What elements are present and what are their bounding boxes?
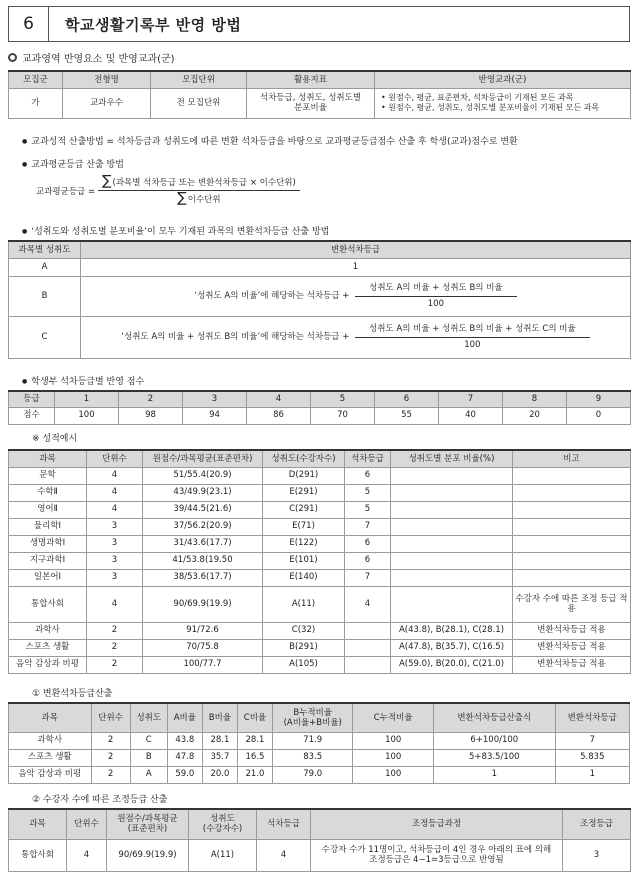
conv-title: ① 변환석차등급산출: [32, 689, 113, 699]
table-row: 영어Ⅱ 4 39/44.5(21.6) C(291) 5: [9, 501, 631, 518]
table-row: 음악 감상과 비평 2 100/77.7 A(105) A(59.0), B(20.0), C(21.0) 변환석차등급 적용: [9, 656, 631, 673]
adj-title: ② 수강자 수에 따른 조정등급 산출: [32, 795, 168, 805]
grade-cell: 8: [503, 391, 567, 407]
bullet-dot-icon: •: [381, 103, 389, 112]
cell-level-c: C: [9, 316, 81, 358]
score-cell: 20: [503, 407, 567, 424]
cell-subjects: • 원점수, 평균, 표준편차, 석차등급이 기재된 모든 과목 • 원점수, 평균, 성취도, 성취도별 분포비율이 기재된 모든 과목: [375, 88, 631, 118]
section-title: 교과영역 반영요소 및 반영교과(군): [8, 50, 175, 65]
grade-cell: 5: [311, 391, 375, 407]
example-title: ※ 성적예시: [32, 434, 78, 444]
score-cell: 98: [119, 407, 183, 424]
avg-grade-formula: 교과평균등급 = $\frac{\text{∑(과목별 석차등급 또는 변환석차등급 × 이수단위)}}{\text{∑이수단위}}$: [36, 176, 300, 205]
bullet-grade-score: ● 학생부 석차등급별 반영 점수: [22, 374, 144, 387]
table-row: 일본어Ⅰ 3 38/53.6(17.7) E(140) 7: [9, 569, 631, 586]
score-cell: 94: [183, 407, 247, 424]
score-cell: 0: [567, 407, 631, 424]
sigma-symbol: ∑: [177, 190, 187, 206]
col-header-subjects: 반영교과(군): [375, 71, 631, 88]
example-table: 과목 단위수 원점수/과목평균(표준편차) 성취도(수강자수) 석차등급 성취도별 분포 비율(%) 비고 문학 4 51/55.4(20.9) D(291) 6 수학Ⅱ 4 43/49.9(23.1) E(291) 5 영어Ⅱ 4 39/44.5(21.6) C(291) 5 물리학Ⅰ 3 37/56.2(20.9) E(71) 7 생명과학Ⅰ 3 31/43.6(17.7) E(122) 6 지구과학Ⅰ 3 41/53.8(19.50 E(101) 6 일본어Ⅰ 3 38/53.6(17.7) E(140) 7 통합사회 4 90/69.9(19.9) A(11) 4 수강자 수에 따른 조정 등급 적용 과학사 2 91/72.6 C(32) A(43.8), B(28.1), C(28.1) 변환석차등급 적용 스포츠 생활 2 70/75.8 B(291) A(47.8), B(35.7), C(16.5) 변환석차등급 적용 음악 감상과 비평 2 100/77.7 A(105) A(59.0), B(20.0), C(21.0) 변환석차등급 적용: [8, 449, 631, 674]
bullet-avg-method: ● 교과평균등급 산출 방법: [22, 157, 124, 170]
table-row: 스포츠 생활 2 B 47.8 35.7 16.5 83.5 100 5+83.5/100 5.835: [9, 749, 630, 766]
table-row: 지구과학Ⅰ 3 41/53.8(19.50 E(101) 6: [9, 552, 631, 569]
grade-cell: 2: [119, 391, 183, 407]
col-header-unit: 모집단위: [151, 71, 247, 88]
table-row: 통합사회 4 90/69.9(19.9) A(11) 4 수강자 수가 11명이고, 석차등급이 4인 경우 아래의 표에 의해 조정등급은 4−1=3등급으로 반영됨 3: [9, 839, 631, 871]
grade-cell: 1: [55, 391, 119, 407]
page-title: 학교생활기록부 반영 방법: [65, 15, 242, 34]
grade-row: 등급 1 2 3 4 5 6 7 8 9: [9, 391, 631, 407]
score-cell: 86: [247, 407, 311, 424]
col-header-indicator: 활용지표: [247, 71, 375, 88]
cell-rule-c: ‘성취도 A의 비율 + 성취도 B의 비율’에 해당하는 석차등급 + $\frac{\text{성취도 A의 비율 + 성취도 B의 비율 + 성취도 C의 비율}}{100}$: [81, 316, 631, 358]
conversion-rule-table: [8, 240, 631, 359]
table-row: 과학사 2 91/72.6 C(32) A(43.8), B(28.1), C(28.1) 변환석차등급 적용: [9, 622, 631, 639]
page-header: [8, 6, 630, 42]
table-row: 음악 감상과 비평 2 A 59.0 20.0 21.0 79.0 100 1 1: [9, 766, 630, 783]
conversion-table: 과목 단위수 성취도 A비율 B비율 C비율 B누적비율 (A비율+B비율) C누적비율 변환석차등급산출식 변환석차등급 과학사 2 C 43.8 28.1 28.1 71.9 100 6+100/100 7 스포츠 생활 2 B 47.8 35.7 16.5 83.5 100 5+83.5/100 5.835 음악 감상과 비평 2 A 59.0 20.0 21.0 79.0 100 1 1: [8, 702, 630, 784]
col-header-type: 전형명: [63, 71, 151, 88]
bullet-calc-method: ● 교과성적 산출방법 = 석차등급과 성취도에 따른 변환 석차등급을 바탕으로 교과평균등급점수 산출 후 학생(교과)점수로 변환: [22, 134, 518, 147]
cell-rule-b: ‘성취도 A의 비율’에 해당하는 석차등급 + $\frac{\text{성취도 A의 비율 + 성취도 B의 비율}}{100}$: [81, 276, 631, 316]
col-header-level: 과목별 성취도: [9, 241, 81, 258]
grade-cell: 7: [439, 391, 503, 407]
score-cell: 70: [311, 407, 375, 424]
score-cell: 100: [55, 407, 119, 424]
score-row: 점수 100 98 94 86 70 55 40 20 0: [9, 407, 631, 424]
grade-cell: 6: [375, 391, 439, 407]
table-row: 물리학Ⅰ 3 37/56.2(20.9) E(71) 7: [9, 518, 631, 535]
table-row: 문학 4 51/55.4(20.9) D(291) 6: [9, 467, 631, 484]
cell-group: 가: [9, 88, 63, 118]
circle-bullet-icon: [8, 53, 17, 62]
bullet-dot-icon: •: [381, 93, 389, 103]
col-header-conv: 변환석차등급: [81, 241, 631, 258]
adjusted-grade-table: 과목 단위수 원점수/과목평균 (표준편차) 성취도 (수강자수) 석차등급 조정등급과정 조정등급 통합사회 4 90/69.9(19.9) A(11) 4 수강자 수가 11명이고, 석차등급이 4인 경우 아래의 표에 의해 조정등급은 4−1=3등급으로 반영됨 3: [8, 808, 631, 872]
table-row: 생명과학Ⅰ 3 31/43.6(17.7) E(122) 6: [9, 535, 631, 552]
cell-level-b: B: [9, 276, 81, 316]
reflection-table: [8, 70, 631, 119]
col-header-group: 모집군: [9, 71, 63, 88]
grade-cell: 4: [247, 391, 311, 407]
score-cell: 40: [439, 407, 503, 424]
cell-rule-a: 1: [81, 258, 631, 276]
grade-cell: 9: [567, 391, 631, 407]
score-cell: 55: [375, 407, 439, 424]
table-row: 통합사회 4 90/69.9(19.9) A(11) 4 수강자 수에 따른 조정 등급 적용: [9, 586, 631, 622]
sigma-symbol: ∑: [102, 173, 112, 189]
bullet-conv-method: ● ‘성취도와 성취도별 분포비율’이 모두 기재된 과목의 변환석차등급 산출 방법: [22, 224, 329, 237]
table-row: 수학Ⅱ 4 43/49.9(23.1) E(291) 5: [9, 484, 631, 501]
cell-level-a: A: [9, 258, 81, 276]
table-row: 과학사 2 C 43.8 28.1 28.1 71.9 100 6+100/100 7: [9, 732, 630, 749]
table-row: 스포츠 생활 2 70/75.8 B(291) A(47.8), B(35.7), C(16.5) 변환석차등급 적용: [9, 639, 631, 656]
cell-indicator: 석차등급, 성취도, 성취도별 분포비율: [247, 88, 375, 118]
grade-score-table: [8, 390, 631, 425]
cell-type: 교과우수: [63, 88, 151, 118]
grade-cell: 3: [183, 391, 247, 407]
cell-unit: 전 모집단위: [151, 88, 247, 118]
section-number: 6: [9, 7, 49, 41]
